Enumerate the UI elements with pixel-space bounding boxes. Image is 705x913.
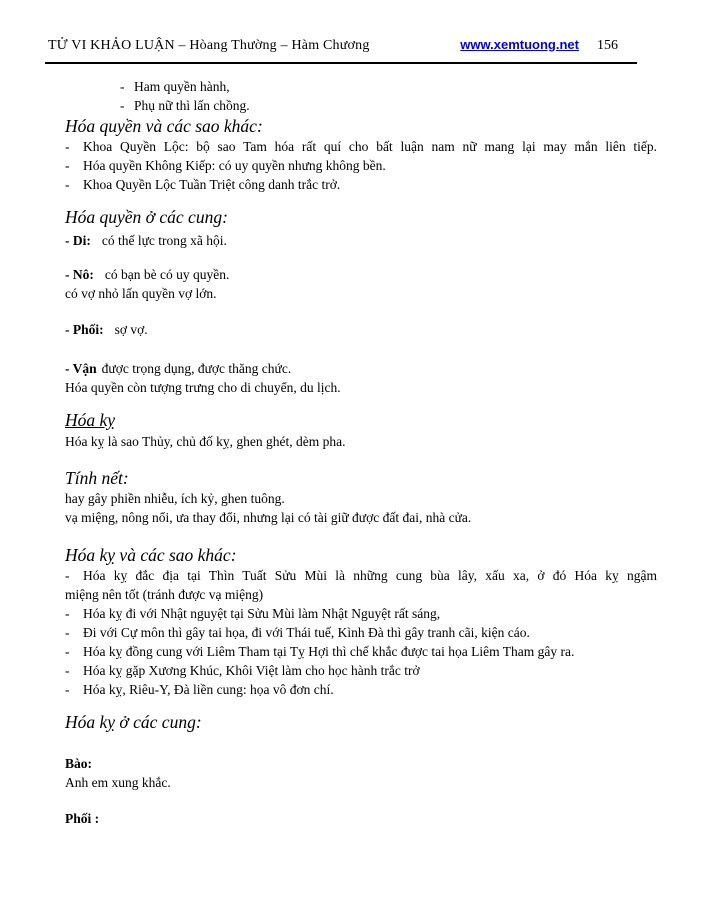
document-content bbox=[65, 77, 657, 828]
list-item-text: Phụ nữ thì lấn chồng. bbox=[134, 98, 250, 113]
entry-di bbox=[65, 231, 657, 250]
header-divider bbox=[45, 62, 637, 64]
bullet-dash: - bbox=[120, 98, 125, 113]
list-item bbox=[65, 623, 657, 642]
section-text: hay gây phiền nhiễu, ích kỷ, ghen tuông. bbox=[65, 491, 285, 506]
list-item-text: Khoa Quyền Lộc Tuần Triệt công danh trắc trở. bbox=[83, 177, 341, 192]
section-heading: Hóa kỵ bbox=[65, 410, 116, 430]
list-item bbox=[65, 642, 657, 661]
section-text: Hóa kỵ là sao Thủy, chủ đố kỵ, ghen ghét, dèm pha. bbox=[65, 434, 346, 449]
page-number: 156 bbox=[597, 38, 618, 53]
entry-text: được trọng dụng, được thăng chức. bbox=[101, 361, 292, 376]
entry-van-cont: Hóa quyền còn tượng trưng cho di chuyển, du lịch. bbox=[65, 380, 341, 395]
section-heading: Hóa kỵ và các sao khác: bbox=[65, 545, 237, 565]
section-heading: Hóa kỵ ở các cung: bbox=[65, 712, 202, 732]
entry-label: - Nô: bbox=[65, 267, 94, 282]
list-item-text: Hóa kỵ gặp Xương Khúc, Khôi Việt làm cho học hành trắc trở bbox=[83, 663, 420, 678]
bullet-dash: - bbox=[65, 682, 70, 697]
website-link[interactable]: www.xemtuong.net bbox=[460, 37, 579, 52]
entry-label: - Phối: bbox=[65, 322, 104, 337]
bullet-dash: - bbox=[65, 663, 70, 678]
bullet-dash: - bbox=[65, 568, 70, 583]
entry-no-cont: có vợ nhỏ lấn quyền vợ lớn. bbox=[65, 286, 217, 301]
bullet-dash: - bbox=[120, 79, 125, 94]
list-item bbox=[65, 604, 657, 623]
entry-label: - Vận bbox=[65, 361, 97, 376]
list-item-text: Hóa quyền Không Kiếp: có uy quyền nhưng không bền. bbox=[83, 158, 386, 173]
entry-text: có thế lực trong xã hội. bbox=[101, 233, 227, 248]
bullet-dash: - bbox=[65, 139, 70, 154]
list-item-text: Khoa Quyền Lộc: bộ sao Tam hóa rất quí cho bất luận nam nữ mang lại may mắn liên tiếp. bbox=[83, 139, 657, 154]
list-item bbox=[65, 175, 657, 194]
entry-bao-text: Anh em xung khắc. bbox=[65, 775, 171, 790]
list-item bbox=[65, 137, 657, 156]
list-item-text: Hóa kỵ đi với Nhật nguyệt tại Sửu Mùi làm Nhật Nguyệt rất sáng, bbox=[83, 606, 441, 621]
list-item-text: Ham quyền hành, bbox=[134, 79, 230, 94]
entry-no bbox=[65, 265, 657, 284]
bullet-dash: - bbox=[65, 644, 70, 659]
list-item bbox=[65, 156, 657, 175]
list-item-continuation: miệng nên tốt (tránh được vạ miệng) bbox=[65, 587, 264, 602]
list-item bbox=[120, 96, 657, 115]
bullet-dash: - bbox=[65, 606, 70, 621]
bullet-dash: - bbox=[65, 177, 70, 192]
list-item bbox=[65, 680, 657, 699]
section-heading: Hóa quyền ở các cung: bbox=[65, 207, 228, 227]
list-item-text: Hóa kỵ đắc địa tại Thìn Tuất Sửu Mùi là những cung bùa lây, xấu xa, ở đó Hóa kỵ ngậm bbox=[83, 568, 657, 583]
header-right bbox=[460, 36, 618, 54]
entry-label: - Di: bbox=[65, 233, 91, 248]
list-item bbox=[120, 77, 657, 96]
entry-phoi bbox=[65, 320, 657, 339]
list-item bbox=[65, 566, 657, 585]
list-item-text: Hóa kỵ đồng cung với Liêm Tham tại Tỵ Hợi thì chế khắc được tai họa Liêm Tham gây ra. bbox=[83, 644, 575, 659]
entry-text: có bạn bè có uy quyền. bbox=[104, 267, 230, 282]
list-item-text: Đi với Cự môn thì gây tai họa, đi với Thái tuế, Kình Đà thì gây tranh cãi, kiện cáo. bbox=[83, 625, 530, 640]
page-header bbox=[48, 36, 618, 54]
entry-text: sợ vợ. bbox=[114, 322, 148, 337]
entry-phoi-label: Phối : bbox=[65, 811, 100, 826]
list-item bbox=[65, 661, 657, 680]
section-text: vạ miệng, nông nổi, ưa thay đổi, nhưng lại có tài giữ được đất đai, nhà cửa. bbox=[65, 510, 472, 525]
section-heading: Tính nết: bbox=[65, 468, 129, 488]
entry-van bbox=[65, 359, 657, 378]
list-item-text: Hóa kỵ, Riêu-Y, Đà liền cung: họa vô đơn chí. bbox=[83, 682, 334, 697]
bullet-dash: - bbox=[65, 158, 70, 173]
entry-bao-label: Bào: bbox=[65, 756, 92, 771]
section-heading: Hóa quyền và các sao khác: bbox=[65, 116, 263, 136]
bullet-dash: - bbox=[65, 625, 70, 640]
document-title: TỬ VI KHẢO LUẬN – Hòang Thường – Hàm Chương bbox=[48, 38, 370, 53]
